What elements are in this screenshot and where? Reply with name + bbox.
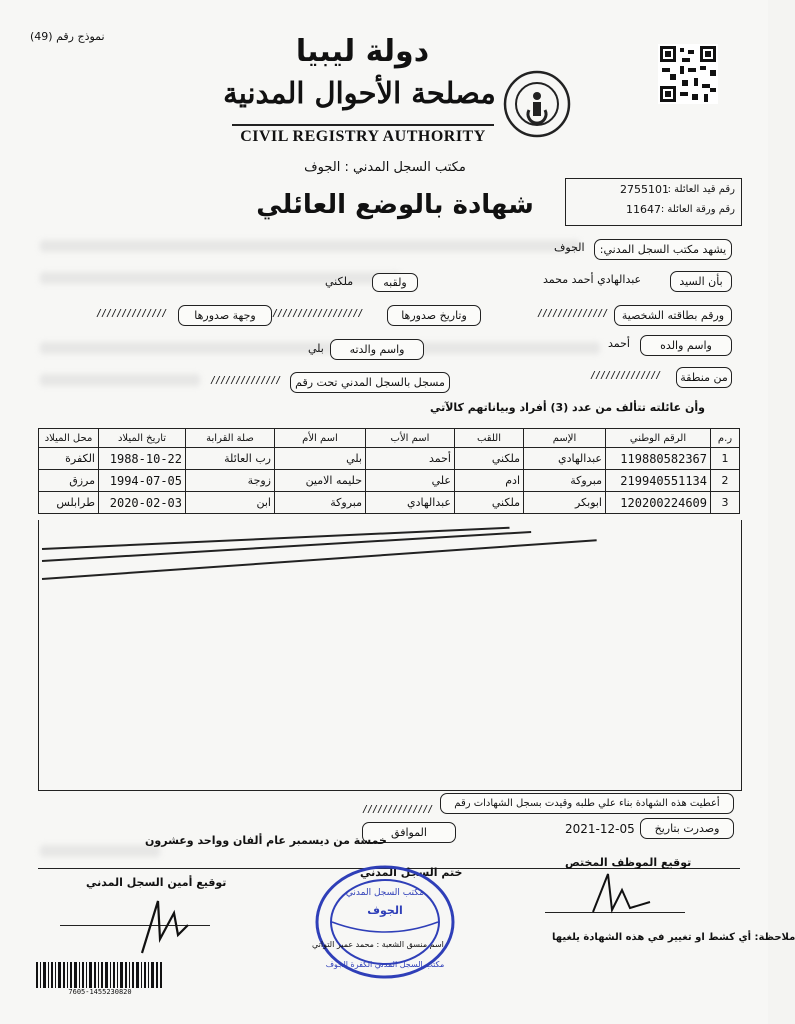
coordinator-name: اسم منسق الشعبة : محمد عمير التواتي: [312, 940, 444, 949]
barcode: [36, 962, 164, 996]
table-cell: ادم: [455, 470, 524, 492]
registry-numbers-box: [565, 178, 742, 226]
table-header: اسم الأم: [275, 429, 366, 448]
table-cell: بلي: [275, 448, 366, 470]
faded-background-text: [40, 845, 160, 857]
office-field-label: يشهد مكتب السجل المدني:: [594, 239, 732, 260]
corresponding-label: الموافق: [362, 822, 456, 843]
id-card-label: ورقم بطاقته الشخصية: [614, 305, 732, 326]
table-header: تاريخ الميلاد: [99, 429, 186, 448]
form-number: نموذج رقم (49): [30, 30, 105, 43]
issue-date-label-box: وصدرت بتاريخ: [640, 818, 734, 839]
table-cell: رب العائلة: [186, 448, 275, 470]
secretary-signature: [132, 895, 192, 955]
table-cell: مبروكة: [275, 492, 366, 514]
table-header: محل الميلاد: [39, 429, 99, 448]
issuer-value: //////////////: [96, 308, 167, 319]
employee-signature: [588, 872, 658, 917]
registered-label: مسجل بالسجل المدني تحت رقم: [290, 372, 450, 393]
secretary-signature-label: توقيع أمين السجل المدني: [86, 876, 227, 889]
table-cell: علي: [366, 470, 455, 492]
issue-date-label: وتاريخ صدورها: [387, 305, 481, 326]
table-cell: عبدالهادي: [366, 492, 455, 514]
table-cell: مرزق: [39, 470, 99, 492]
table-cell: 219940551134: [606, 470, 711, 492]
authority-arabic-title: مصلحة الأحوال المدنية: [223, 76, 496, 110]
office-field-value: الجوف: [554, 241, 585, 254]
family-members-table: [38, 428, 740, 514]
certificate-title: شهادة بالوضع العائلي: [256, 190, 534, 220]
table-cell: ابن: [186, 492, 275, 514]
seal-label: ختم السجل المدني: [360, 866, 463, 879]
mr-label: بأن السيد: [670, 271, 732, 292]
table-cell: 1994-07-05: [99, 470, 186, 492]
tampering-note: ملاحظة: أي كشط او تغيير في هذه الشهادة يلغيها: [552, 932, 795, 943]
table-cell: عبدالهادي: [524, 448, 606, 470]
table-cell: 2020-02-03: [99, 492, 186, 514]
table-header: اسم الأب: [366, 429, 455, 448]
faded-background-text: [40, 240, 580, 252]
table-cell: 2: [711, 470, 740, 492]
family-record-label: رقم قيد العائلة :: [667, 184, 735, 195]
table-cell: 1: [711, 448, 740, 470]
table-header: صلة القرابة: [186, 429, 275, 448]
father-name-label: واسم والده: [640, 335, 732, 356]
header-rule: [232, 124, 494, 126]
issued-sentence: أعطيت هذه الشهادة بناء علي طلبه وقيدت بسجل الشهادات رقم: [440, 793, 734, 814]
office-stamp: [310, 862, 463, 982]
qr-code: [658, 44, 718, 104]
table-cell: 1988-10-22: [99, 448, 186, 470]
stamp-text: مكتب السجل المدني: [345, 888, 425, 898]
faded-background-text: [40, 374, 200, 386]
authority-english-title: CIVIL REGISTRY AUTHORITY: [240, 128, 486, 145]
father-name-value: أحمد: [608, 337, 630, 350]
table-header-row: [39, 429, 740, 448]
table-cell: طرابلس: [39, 492, 99, 514]
table-cell: زوجة: [186, 470, 275, 492]
office-heading: مكتب السجل المدني : الجوف: [304, 160, 466, 175]
mother-name-label: واسم والدته: [330, 339, 424, 360]
issue-date-value: //////////////////: [272, 308, 363, 319]
region-value: //////////////: [590, 370, 661, 381]
surname-label: ولقبه: [372, 273, 418, 292]
mr-value: عبدالهادي أحمد محمد: [543, 273, 642, 286]
employee-signature-label: توقيع الموظف المختص: [565, 856, 692, 869]
table-header: الإسم: [524, 429, 606, 448]
family-sheet-label: رقم ورقة العائلة :: [660, 204, 735, 215]
table-cell: حليمه الامين: [275, 470, 366, 492]
family-members-sentence: وأن عائلته تتألف من عدد (3) أفراد وبياناتهم كالآتي: [429, 401, 705, 414]
table-cell: ملكني: [455, 448, 524, 470]
table-cell: 120200224609: [606, 492, 711, 514]
issue-date-in-words: خمسة من ديسمبر عام ألفان وواحد وعشرون: [145, 834, 387, 847]
table-header: ر.م: [711, 429, 740, 448]
empty-rows-area: [38, 520, 742, 791]
authority-seal-logo: [503, 70, 571, 138]
issuer-label: وجهة صدورها: [178, 305, 272, 326]
stamp-text: الجوف: [367, 904, 403, 917]
family-sheet-value: 11647: [626, 203, 661, 216]
table-cell: 119880582367: [606, 448, 711, 470]
surname-value: ملكني: [325, 275, 354, 288]
table-row: [39, 448, 740, 470]
state-title: دولة ليبيا: [295, 34, 430, 69]
barcode-number: 7605-1455230820: [36, 988, 164, 996]
table-cell: مبروكة: [524, 470, 606, 492]
issue-date-value: 2021-12-05: [565, 822, 635, 836]
table-cell: 3: [711, 492, 740, 514]
id-card-value: //////////////: [537, 308, 608, 319]
table-cell: أحمد: [366, 448, 455, 470]
stamp-text: مكتب السجل المدني الكفرة الجوف: [325, 960, 445, 969]
family-record-value: 2755101: [620, 183, 669, 196]
table-row: [39, 492, 740, 514]
issued-register-value: //////////////: [362, 804, 433, 815]
table-cell: ملكني: [455, 492, 524, 514]
table-header: الرقم الوطني: [606, 429, 711, 448]
registered-value: //////////////: [210, 375, 281, 386]
table-header: اللقب: [455, 429, 524, 448]
table-row: [39, 470, 740, 492]
table-cell: ابوبكر: [524, 492, 606, 514]
table-cell: الكفرة: [39, 448, 99, 470]
region-label: من منطقة: [676, 367, 732, 388]
mother-name-value: بلي: [308, 342, 324, 355]
